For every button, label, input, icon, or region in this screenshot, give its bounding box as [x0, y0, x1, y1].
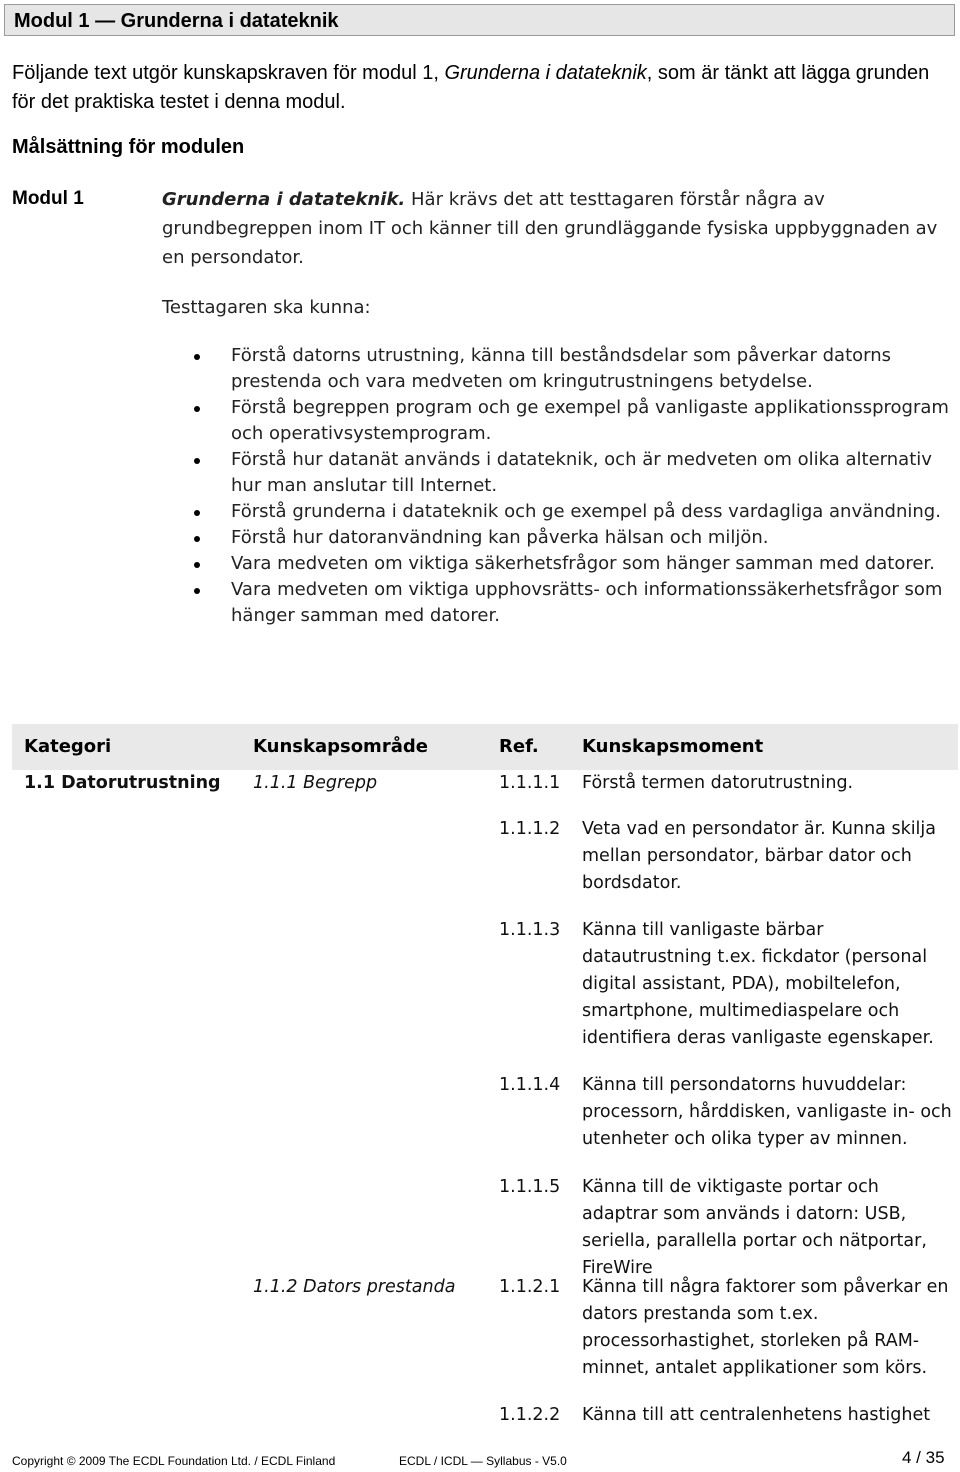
table-cell-moment: Veta vad en persondator är. Kunna skilja mellan persondator, bärbar dator och bordsdator. — [582, 819, 937, 893]
section-heading: Målsättning för modulen — [12, 136, 245, 158]
intro-text-start: Följande text utgör kunskapskraven för modul 1, — [12, 62, 445, 84]
page-footer — [0, 1440, 960, 1472]
module-desc-text: Här krävs det att testtagaren förstår några av grundbegreppen inom IT och känner till den grundläggande fysiska uppbyggnaden av en persondator. — [162, 189, 938, 268]
intro-paragraph — [12, 59, 952, 117]
footer-page-number: 4 / 35 — [902, 1448, 945, 1467]
header-kunskapsmoment: Kunskapsmoment — [582, 736, 764, 757]
intro-text-end: , som är tänkt att lägga grunden för det praktiska testet i denna modul. — [12, 62, 930, 113]
header-ref: Ref. — [499, 736, 539, 757]
module-label: Modul 1 — [12, 188, 84, 209]
syllabus-table-header — [12, 724, 958, 770]
module-title-bar — [4, 4, 955, 36]
table-cell-ref: 1.1.1.3 — [499, 920, 561, 940]
footer-syllabus: ECDL / ICDL — Syllabus - V5.0 — [399, 1454, 567, 1468]
table-cell-moment: Känna till att centralenhetens hastighet — [582, 1405, 931, 1425]
table-cell-ref: 1.1.1.2 — [499, 819, 561, 839]
requirement-item: Förstå hur datoranvändning kan påverka hälsan och miljön. — [192, 525, 952, 551]
table-cell-area: 1.1.2 Dators prestanda — [253, 1277, 456, 1297]
requirement-item: Förstå datorns utrustning, känna till beståndsdelar som påverkar datorns prestenda och vara medveten om kringutrustningens betydelse. — [192, 343, 952, 395]
table-cell-ref: 1.1.2.1 — [499, 1277, 561, 1297]
intro-module-name: Grunderna i datateknik — [444, 62, 647, 84]
footer-copyright: Copyright © 2009 The ECDL Foundation Ltd. / ECDL Finland — [12, 1454, 336, 1468]
table-cell-ref: 1.1.1.1 — [499, 773, 561, 793]
table-cell-moment: Känna till några faktorer som påverkar en dators prestanda som t.ex. processorhastighet, storleken på RAM-minnet, antalet applikationer som körs. — [582, 1277, 949, 1378]
module-lead: Grunderna i datateknik. — [162, 189, 406, 210]
table-cell-moment: Förstå termen datorutrustning. — [582, 773, 854, 793]
table-cell-ref: 1.1.2.2 — [499, 1405, 561, 1425]
requirement-item: Förstå grunderna i datateknik och ge exempel på dess vardagliga användning. — [192, 499, 952, 525]
table-cell-moment: Känna till de viktigaste portar och adaptrar som används i datorn: USB, seriella, parallella portar och nätportar, FireWire — [582, 1177, 927, 1278]
table-cell-moment: Känna till persondatorns huvuddelar: processorn, hårddisken, vanligaste in- och utenheter och olika typer av minnen. — [582, 1075, 952, 1149]
module-description — [162, 185, 957, 272]
table-cell-ref: 1.1.1.4 — [499, 1075, 561, 1095]
requirements-list — [192, 343, 952, 629]
header-kunskapsomrade: Kunskapsområde — [253, 736, 428, 757]
requirement-item: Vara medveten om viktiga säkerhetsfrågor som hänger samman med datorer. — [192, 551, 952, 577]
requirement-item: Förstå begreppen program och ge exempel på vanligaste applikationssprogram och operativsystemprogram. — [192, 395, 952, 447]
requirements-label: Testtagaren ska kunna: — [162, 297, 371, 318]
requirement-item: Vara medveten om viktiga upphovsrätts- och informationssäkerhetsfrågor som hänger samman med datorer. — [192, 577, 952, 629]
table-cell-category: 1.1 Datorutrustning — [24, 773, 221, 793]
table-cell-moment: Känna till vanligaste bärbar datautrustning t.ex. fickdator (personal digital assistant, PDA), mobiltelefon, smartphone, multimediaspelare och identifiera deras vanligaste egenskaper. — [582, 920, 934, 1048]
table-cell-ref: 1.1.1.5 — [499, 1177, 561, 1197]
header-kategori: Kategori — [24, 736, 112, 757]
module-title: Modul 1 — Grunderna i datateknik — [14, 10, 339, 32]
table-cell-area: 1.1.1 Begrepp — [253, 773, 378, 793]
requirement-item: Förstå hur datanät används i datateknik, och är medveten om olika alternativ hur man anslutar till Internet. — [192, 447, 952, 499]
